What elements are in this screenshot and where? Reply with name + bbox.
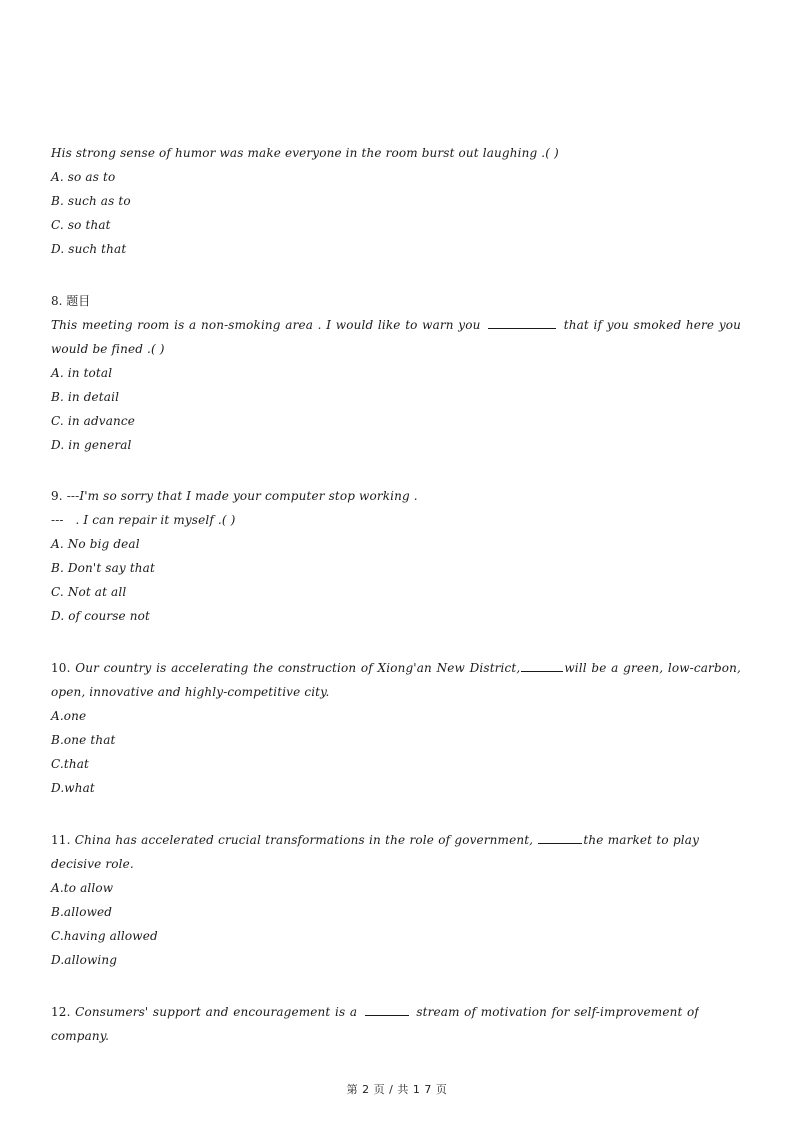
- option-d: D. such that: [51, 242, 127, 256]
- question-11: [51, 828, 699, 972]
- stem-part: stream of motivation for self-improvement of: [416, 1005, 699, 1019]
- stem-part: the market to play: [583, 833, 699, 847]
- question-number: 9.: [51, 489, 63, 503]
- question-stem: [51, 656, 741, 680]
- stem-part: that if you smoked here you: [563, 318, 741, 332]
- question-stem: [51, 1000, 699, 1024]
- stem-part: ---I'm so sorry that I made your computer stop working .: [66, 489, 418, 503]
- option-c: C. Not at all: [51, 585, 127, 599]
- question-10: [51, 656, 741, 800]
- question-stem: [51, 484, 741, 508]
- question-stem-cont: --- . I can repair it myself .( ): [51, 513, 236, 527]
- answer-blank: [521, 658, 563, 672]
- answer-blank: [365, 1002, 409, 1016]
- page-footer: 第 2 页 / 共 1 7 页: [346, 1083, 448, 1096]
- option-d: D.what: [51, 781, 95, 795]
- question-number: 10.: [51, 661, 71, 675]
- question-number: 12.: [51, 1005, 71, 1019]
- question-number: 11.: [51, 833, 71, 847]
- question-9: [51, 484, 741, 628]
- stem-part: Our country is accelerating the construction of Xiong'an New District,: [75, 661, 521, 675]
- option-b: B. Don't say that: [51, 561, 155, 575]
- option-a: A.to allow: [51, 881, 114, 895]
- question-stem: His strong sense of humor was make everyone in the room burst out laughing .( ): [51, 146, 559, 160]
- option-a: A. in total: [51, 366, 113, 380]
- option-d: D. of course not: [51, 609, 150, 623]
- question-header: 8. 题目: [51, 294, 91, 308]
- question-8: [51, 289, 741, 457]
- stem-part: China has accelerated crucial transformations in the role of government,: [74, 833, 534, 847]
- question-stem-cont: decisive role.: [51, 857, 134, 871]
- question-stem-cont: would be fined .( ): [51, 342, 165, 356]
- question-stem: [51, 313, 741, 337]
- answer-blank: [538, 830, 582, 844]
- question-7: [51, 141, 741, 261]
- option-b: B. such as to: [51, 194, 131, 208]
- option-a: A. so as to: [51, 170, 116, 184]
- option-d: D.allowing: [51, 953, 118, 967]
- option-b: B.allowed: [51, 905, 113, 919]
- option-c: C.that: [51, 757, 89, 771]
- option-d: D. in general: [51, 438, 132, 452]
- stem-part: Consumers' support and encouragement is a: [75, 1005, 358, 1019]
- option-b: B.one that: [51, 733, 116, 747]
- option-c: C. in advance: [51, 414, 136, 428]
- question-stem-cont: company.: [51, 1029, 110, 1043]
- question-stem-cont: open, innovative and highly-competitive city.: [51, 685, 330, 699]
- option-c: C.having allowed: [51, 929, 158, 943]
- question-12: [51, 1000, 699, 1048]
- option-a: A. No big deal: [51, 537, 140, 551]
- option-a: A.one: [51, 709, 87, 723]
- option-b: B. in detail: [51, 390, 120, 404]
- stem-part: will be a green, low-carbon,: [564, 661, 741, 675]
- answer-blank: [488, 315, 556, 329]
- option-c: C. so that: [51, 218, 111, 232]
- question-stem: [51, 828, 699, 852]
- stem-part: This meeting room is a non-smoking area . I would like to warn you: [51, 318, 481, 332]
